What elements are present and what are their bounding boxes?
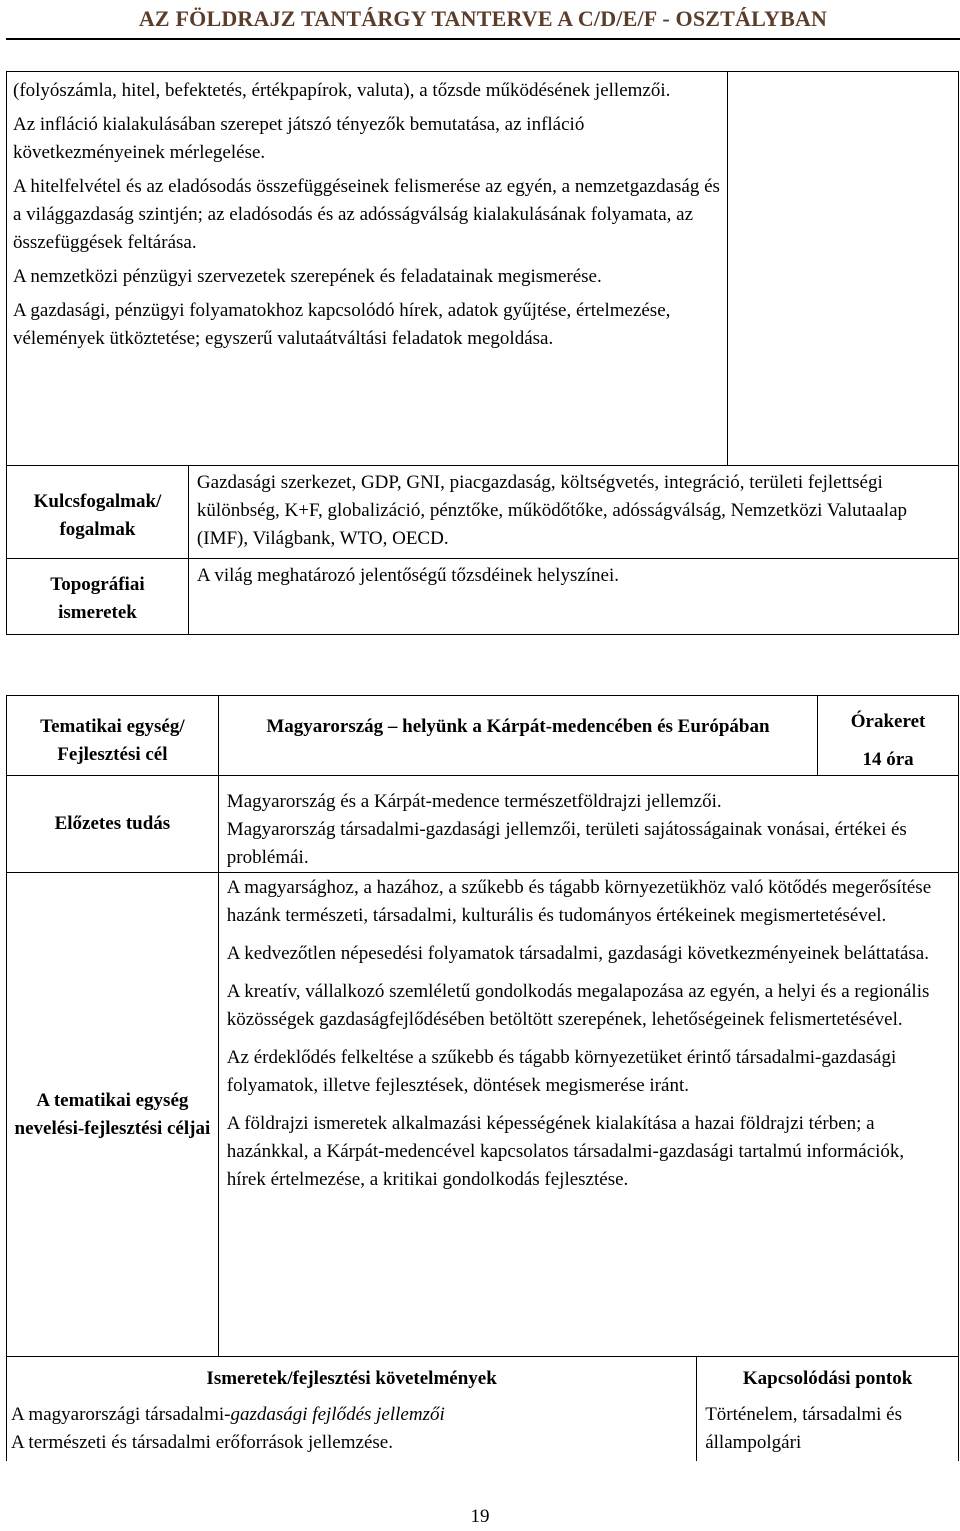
requirement-line-1-italic: gazdasági fejlődés jellemzői bbox=[230, 1403, 445, 1425]
celok-paragraph-1: A magyarsághoz, a hazához, a szűkebb és tágabb környezetükhöz való kötődés megerősítése hazánk természeti, társadalmi, kulturális és tudományos értékeinek megismertetésével. bbox=[226, 877, 932, 926]
celok-paragraph-5: A földrajzi ismeretek alkalmazási képességének kialakítása a hazai földrajzi térben; a hazánkkal, a Kárpát-medencével kapcsolatos társadalmi-gazdasági tartalmú információk, hírek értelmezése, a kritikai gondolkodás fejlesztése. bbox=[226, 1113, 905, 1190]
top-content-cell bbox=[7, 72, 728, 466]
top-table bbox=[6, 71, 959, 635]
orakeret-cell bbox=[818, 696, 959, 776]
elozetes-tudas-label bbox=[7, 776, 219, 873]
tematikai-egyseg-text: Tematikai egység/ Fejlesztési cél bbox=[40, 716, 185, 765]
requirement-line-2: A természeti és társadalmi erőforrások jellemzése. bbox=[11, 1431, 393, 1453]
topografiai-content: A világ meghatározó jelentőségű tőzsdéinek helyszínei. bbox=[196, 565, 620, 586]
kapcsolodasi-header-text: Kapcsolódási pontok bbox=[742, 1367, 913, 1389]
header-title: AZ FÖLDRAJZ TANTÁRGY TANTERVE A C/D/E/F - OSZTÁLYBAN bbox=[138, 6, 828, 31]
elozetes-paragraph-2: Magyarország társadalmi-gazdasági jellemzői, területi sajátosságainak vonásai, értékei és problémái. bbox=[226, 819, 907, 868]
elozetes-tudas-content bbox=[218, 776, 958, 873]
ismeretek-content bbox=[7, 1401, 697, 1461]
celok-content bbox=[218, 873, 958, 1357]
topografiai-label-text: Topográfiai ismeretek bbox=[50, 574, 145, 623]
celok-label-text: A tematikai egység nevelési-fejlesztési céljai bbox=[14, 1089, 211, 1139]
paragraph-penzugyi-szervezetek: A nemzetközi pénzügyi szervezetek szerepének és feladatainak megismerése. bbox=[13, 266, 602, 287]
ismeretek-header bbox=[7, 1357, 697, 1401]
kulcsfogalmak-text bbox=[188, 466, 958, 559]
celok-label bbox=[7, 873, 219, 1357]
ismeretek-header-text: Ismeretek/fejlesztési követelmények bbox=[206, 1367, 497, 1389]
requirement-line-1-normal: A magyarországi társadalmi- bbox=[11, 1403, 231, 1425]
celok-paragraph-3: A kreatív, vállalkozó szemléletű gondolkodás megalapozása az egyén, a helyi és a regionális közösségek gazdaságfejlődésében betöltött szerepének, lehetőségeinek felismertetésével. bbox=[226, 981, 930, 1030]
unit-title bbox=[218, 696, 817, 776]
kapcsolodasi-header bbox=[697, 1357, 959, 1401]
paragraph-inflacio: Az infláció kialakulásában szerepet játszó tényezők bemutatása, az infláció következményeinek mérlegelése. bbox=[13, 114, 585, 163]
paragraph-hitelfelvetel: A hitelfelvétel és az eladósodás összefüggéseinek felismerése az egyén, a nemzetgazdaság és a világgazdaság szintjén; az eladósodás és az adósságválság kialakulásának folyamata, az összefüggések feltárása. bbox=[13, 176, 720, 253]
celok-paragraph-4: Az érdeklődés felkeltése a szűkebb és tágabb környezetüket érintő társadalmi-gazdasági folyamatok, illetve fejlesztések, döntések megismerése iránt. bbox=[226, 1047, 897, 1096]
topografiai-text bbox=[188, 559, 958, 635]
kapcsolodasi-text: Történelem, társadalmi és állampolgári bbox=[705, 1403, 902, 1453]
paragraph-hirek-adatok: A gazdasági, pénzügyi folyamatokhoz kapcsolódó hírek, adatok gyűjtése, értelmezése, vélemények ütköztetése; egyszerű valutaátváltási feladatok megoldása. bbox=[13, 300, 671, 349]
orakeret-label: Órakeret bbox=[850, 711, 926, 732]
page-header bbox=[6, 0, 960, 40]
elozetes-tudas-text: Előzetes tudás bbox=[54, 813, 171, 834]
kulcsfogalmak-content: Gazdasági szerkezet, GDP, GNI, piacgazdaság, költségvetés, integráció, területi fejlettségi különbség, K+F, globalizáció, pénztőke, működőtőke, adósságválság, Nemzetközi Valutaalap (IMF), Világbank, WTO, OECD. bbox=[196, 472, 908, 549]
requirement-line-1 bbox=[11, 1401, 696, 1429]
celok-paragraph-2: A kedvezőtlen népesedési folyamatok társadalmi, gazdasági következményeinek beláttatása. bbox=[226, 943, 929, 964]
elozetes-paragraph-1: Magyarország és a Kárpát-medence természetföldrajzi jellemzői. bbox=[226, 791, 722, 812]
kulcsfogalmak-label-text: Kulcsfogalmak/ fogalmak bbox=[33, 491, 162, 540]
unit-table bbox=[6, 695, 959, 1357]
kulcsfogalmak-label bbox=[7, 466, 189, 559]
top-empty-cell bbox=[728, 72, 959, 466]
unit-title-text: Magyarország – helyünk a Kárpát-medencében és Európában bbox=[266, 716, 770, 737]
kapcsolodasi-content bbox=[697, 1401, 959, 1461]
page-number: 19 bbox=[470, 1506, 490, 1527]
topografiai-label bbox=[7, 559, 189, 635]
orakeret-value: 14 óra bbox=[862, 749, 914, 770]
requirements-table bbox=[6, 1356, 959, 1461]
paragraph-valuta: (folyószámla, hitel, befektetés, értékpapírok, valuta), a tőzsde működésének jellemzői. bbox=[13, 80, 671, 101]
tematikai-egyseg-label bbox=[7, 696, 219, 776]
